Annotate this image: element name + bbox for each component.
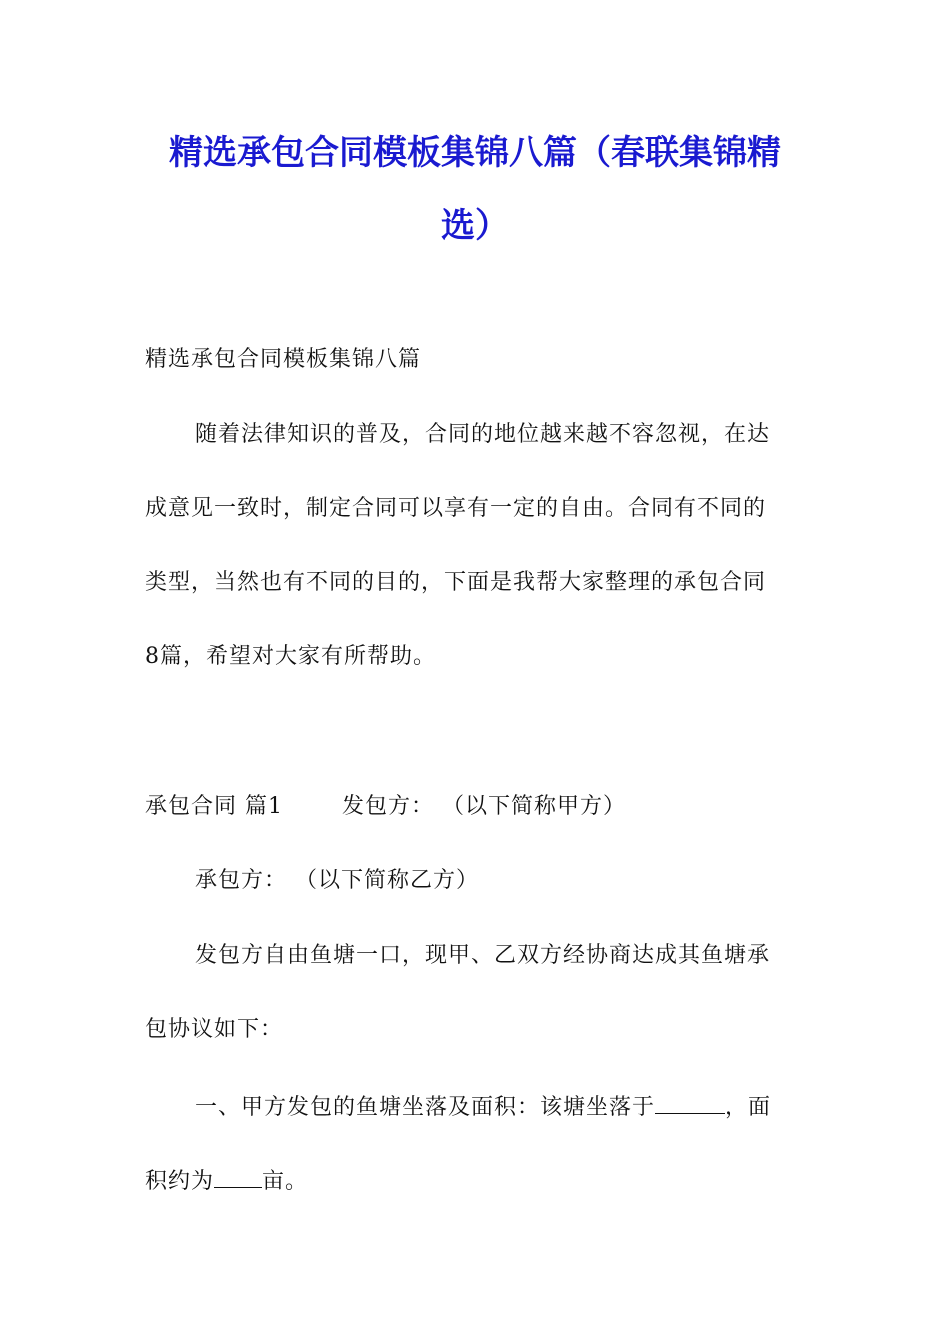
area-blank [214,1167,262,1188]
contract-1-preamble-line-1: 发包方自由鱼塘一口，现甲、乙双方经协商达成其鱼塘承 [195,943,771,968]
contract-1-clause-1-line-1 [195,1093,771,1123]
location-blank [655,1093,725,1114]
clause-1-text-b: ，面 [725,1095,772,1120]
contract-1-heading: 承包合同 篇1 [145,794,283,819]
clause-1-text-a: 一、甲方发包的鱼塘坐落及面积：该塘坐落于 [195,1095,656,1120]
contract-1-issuer: 发包方： （以下简称甲方） [342,794,626,819]
document-title-line-2: 选） [441,206,509,246]
intro-line-4: 8篇，希望对大家有所帮助。 [145,644,436,669]
contract-1-clause-1-line-2 [145,1167,308,1197]
intro-line-2: 成意见一致时，制定合同可以享有一定的自由。合同有不同的 [145,496,767,521]
intro-line-1: 随着法律知识的普及，合同的地位越来越不容忽视，在达 [195,422,771,447]
intro-line-3: 类型，当然也有不同的目的，下面是我帮大家整理的承包合同 [145,570,767,595]
subtitle: 精选承包合同模板集锦八篇 [145,347,422,372]
contract-1-preamble-line-2: 包协议如下： [145,1017,284,1042]
clause-1-text-d: 亩。 [262,1169,309,1194]
clause-1-text-c: 积约为 [145,1169,215,1194]
document-title-line-1: 精选承包合同模板集锦八篇（春联集锦精 [169,133,781,173]
contract-1-contractor: 承包方： （以下简称乙方） [195,868,479,893]
